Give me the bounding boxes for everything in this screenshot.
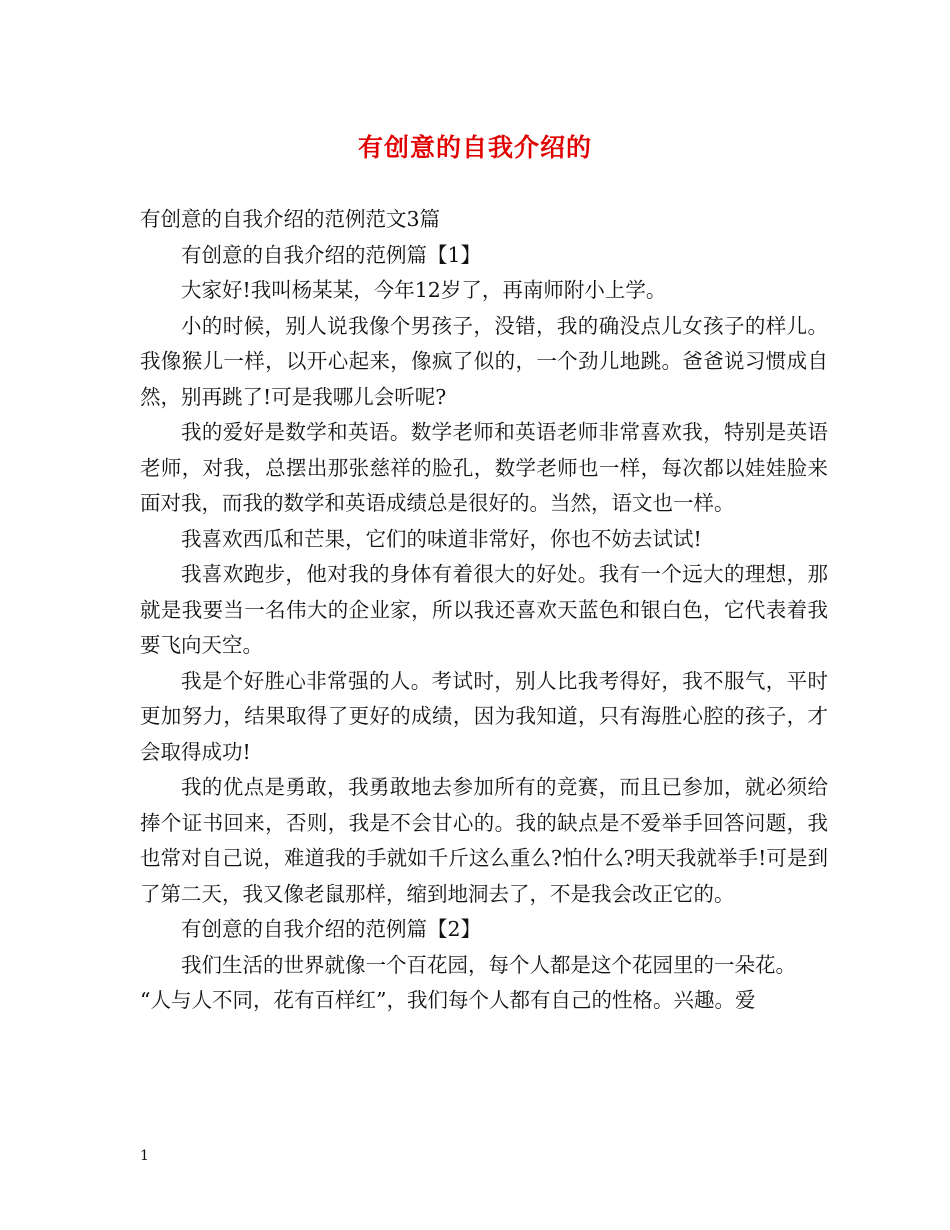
paragraph: 我的优点是勇敢，我勇敢地去参加所有的竞赛，而且已参加，就必须给捧个证书回来，否则，我是不会甘心的。我的缺点是不爱举手回答问题，我也常对自己说，难道我的手就如千斤这么重么?怕什么?明天我就举手!可是到了第二天，我又像老鼠那样，缩到地洞去了，不是我会改正它的。 bbox=[140, 775, 828, 906]
paragraph: 我喜欢西瓜和芒果，它们的味道非常好，你也不妨去试试! bbox=[181, 526, 702, 551]
document-title: 有创意的自我介绍的 bbox=[357, 133, 592, 162]
paragraph: 大家好!我叫杨某某，今年12岁了，再南师附小上学。 bbox=[181, 278, 667, 302]
section-heading-1: 有创意的自我介绍的范例篇【1】 bbox=[181, 242, 482, 267]
paragraph: 我的爱好是数学和英语。数学老师和英语老师非常喜欢我，特别是英语老师，对我，总摆出那张慈祥的脸孔，数学老师也一样，每次都以娃娃脸来面对我，而我的数学和英语成绩总是很好的。当然，语文也一样。 bbox=[140, 420, 828, 515]
paragraph: “人与人不同，花有百样红”，我们每个人都有自己的性格。兴趣。爱 bbox=[140, 988, 756, 1012]
paragraph: 小的时候，别人说我像个男孩子，没错，我的确没点儿女孩子的样儿。我像猴儿一样，以开心起来，像疯了似的，一个劲儿地跳。爸爸说习惯成自然，别再跳了!可是我哪儿会听呢? bbox=[140, 313, 828, 409]
paragraph-subtitle: 有创意的自我介绍的范例范文3篇 bbox=[140, 207, 441, 231]
section-heading-2: 有创意的自我介绍的范例篇【2】 bbox=[181, 917, 482, 941]
paragraph: 我喜欢跑步，他对我的身体有着很大的好处。我有一个远大的理想，那就是我要当一名伟大的企业家，所以我还喜欢天蓝色和银白色，它代表着我要飞向天空。 bbox=[140, 562, 828, 657]
page-number: 1 bbox=[140, 1148, 149, 1164]
paragraph: 我是个好胜心非常强的人。考试时，别人比我考得好，我不服气，平时更加努力，结果取得了更好的成绩，因为我知道，只有海胜心腔的孩子，才会取得成功! bbox=[140, 668, 828, 764]
document-body bbox=[140, 202, 828, 1019]
paragraph: 我们生活的世界就像一个百花园，每个人都是这个花园里的一朵花。 bbox=[181, 952, 796, 977]
